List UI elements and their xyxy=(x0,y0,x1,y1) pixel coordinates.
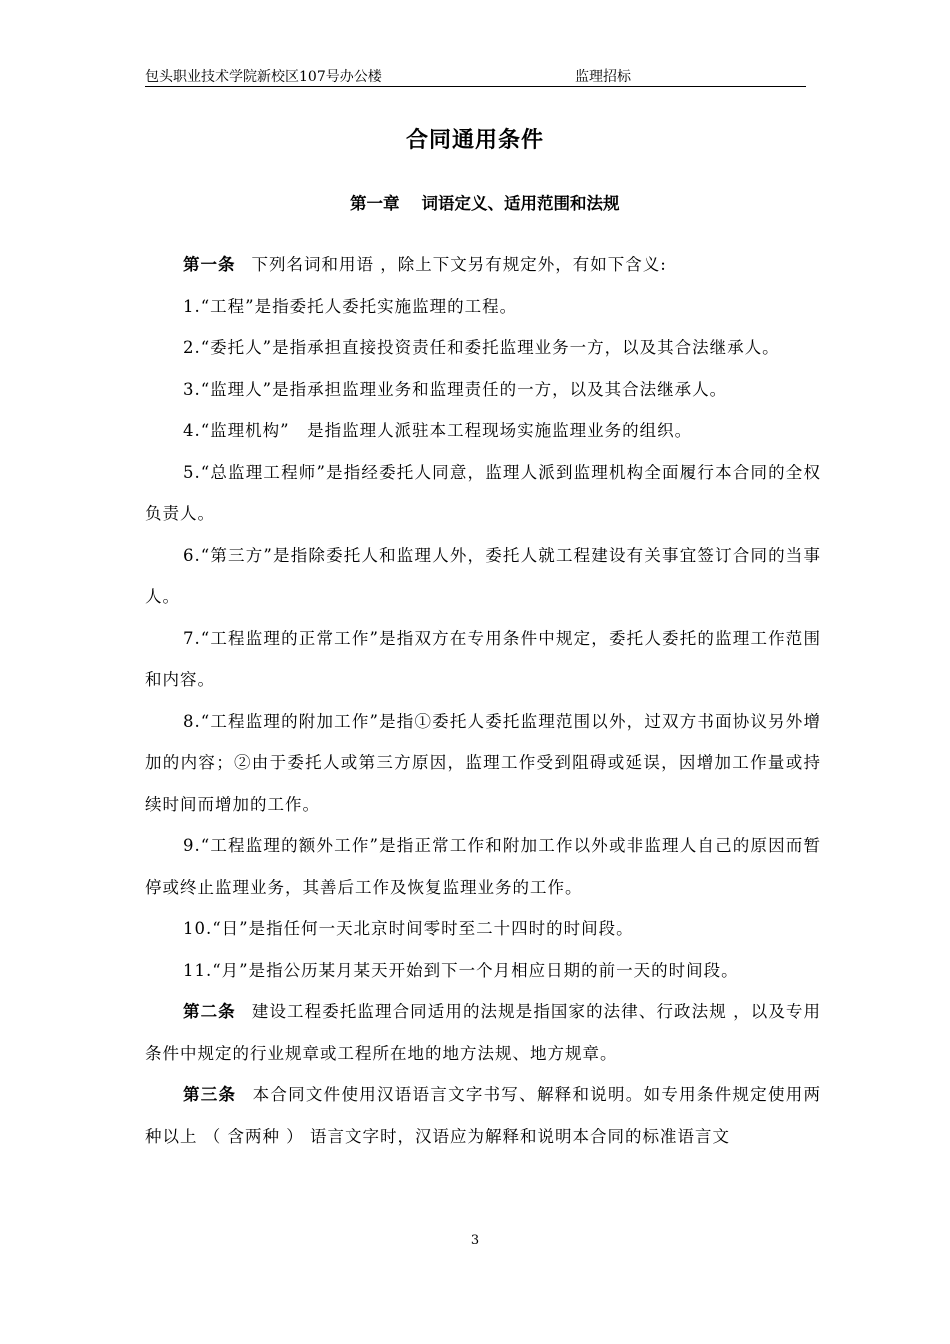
header-project-name: 包头职业技术学院新校区107号办公楼 xyxy=(145,69,382,85)
chapter-number: 第一章 xyxy=(350,194,400,213)
article-3 xyxy=(145,1074,821,1157)
definition-item xyxy=(145,452,821,535)
definition-item xyxy=(145,286,821,328)
article-text: 建设工程委托监理合同适用的法规是指国家的法律、行政法规 ，以及专用条件中规定的行业规章或工程所在地的地方法规、地方规章。 xyxy=(145,1002,822,1063)
definition-item xyxy=(145,950,821,992)
definition-item xyxy=(145,369,821,411)
article-label: 第二条 xyxy=(183,1002,236,1021)
definition-item xyxy=(145,535,821,618)
definition-text: 3.“监理人”是指承担监理业务和监理责任的一方，以及其合法继承人。 xyxy=(183,379,728,399)
definition-text: 8.“工程监理的附加工作”是指①委托人委托监理范围以外，过双方书面协议另外增加的内容；②由于委托人或第三方原因，监理工作受到阻碍或延误，因增加工作量或持续时间而增加的工作。 xyxy=(145,711,821,814)
definition-text: 10.“日”是指任何一天北京时间零时至二十四时的时间段。 xyxy=(183,919,634,938)
header-doc-type: 监理招标 xyxy=(575,69,631,85)
definition-item xyxy=(145,908,821,950)
page-number: 3 xyxy=(470,1233,480,1248)
article-label: 第三条 xyxy=(183,1085,237,1104)
definition-item xyxy=(145,825,821,908)
definition-text: 7.“工程监理的正常工作”是指双方在专用条件中规定，委托人委托的监理工作范围和内容。 xyxy=(145,628,821,689)
definition-item xyxy=(145,327,821,369)
definition-item xyxy=(145,618,821,701)
article-1 xyxy=(145,244,821,286)
definition-text: 6.“第三方”是指除委托人和监理人外，委托人就工程建设有关事宜签订合同的当事人。 xyxy=(145,545,821,606)
definition-item xyxy=(145,701,821,826)
definition-text: 9.“工程监理的额外工作”是指正常工作和附加工作以外或非监理人自己的原因而暂停或终止监理业务，其善后工作及恢复监理业务的工作。 xyxy=(145,836,821,897)
document-title: 合同通用条件 xyxy=(405,127,544,153)
definition-text: 1.“工程”是指委托人委托实施监理的工程。 xyxy=(183,296,518,316)
article-text: 下列名词和用语 ，除上下文另有规定外，有如下含义: xyxy=(251,255,667,274)
chapter-heading xyxy=(350,190,620,214)
chapter-name: 词语定义、适用范围和法规 xyxy=(421,194,620,213)
document-body xyxy=(145,244,821,1157)
definition-text: 4.“监理机构” 是指监理人派驻本工程现场实施监理业务的组织。 xyxy=(183,421,693,440)
article-label: 第一条 xyxy=(183,255,236,274)
article-2 xyxy=(145,991,821,1074)
definition-text: 11.“月”是指公历某月某天开始到下一个月相应日期的前一天的时间段。 xyxy=(183,960,739,980)
definition-text: 2.“委托人”是指承担直接投资责任和委托监理业务一方，以及其合法继承人。 xyxy=(183,338,780,357)
definition-item xyxy=(145,410,821,452)
article-text: 本合同文件使用汉语语言文字书写、解释和说明。如专用条件规定使用两种以上 （ 含两种 ） 语言文字时，汉语应为解释和说明本合同的标准语言文 xyxy=(145,1085,822,1146)
definition-text: 5.“总监理工程师”是指经委托人同意，监理人派到监理机构全面履行本合同的全权负责人。 xyxy=(145,462,821,523)
page-header xyxy=(145,64,806,87)
